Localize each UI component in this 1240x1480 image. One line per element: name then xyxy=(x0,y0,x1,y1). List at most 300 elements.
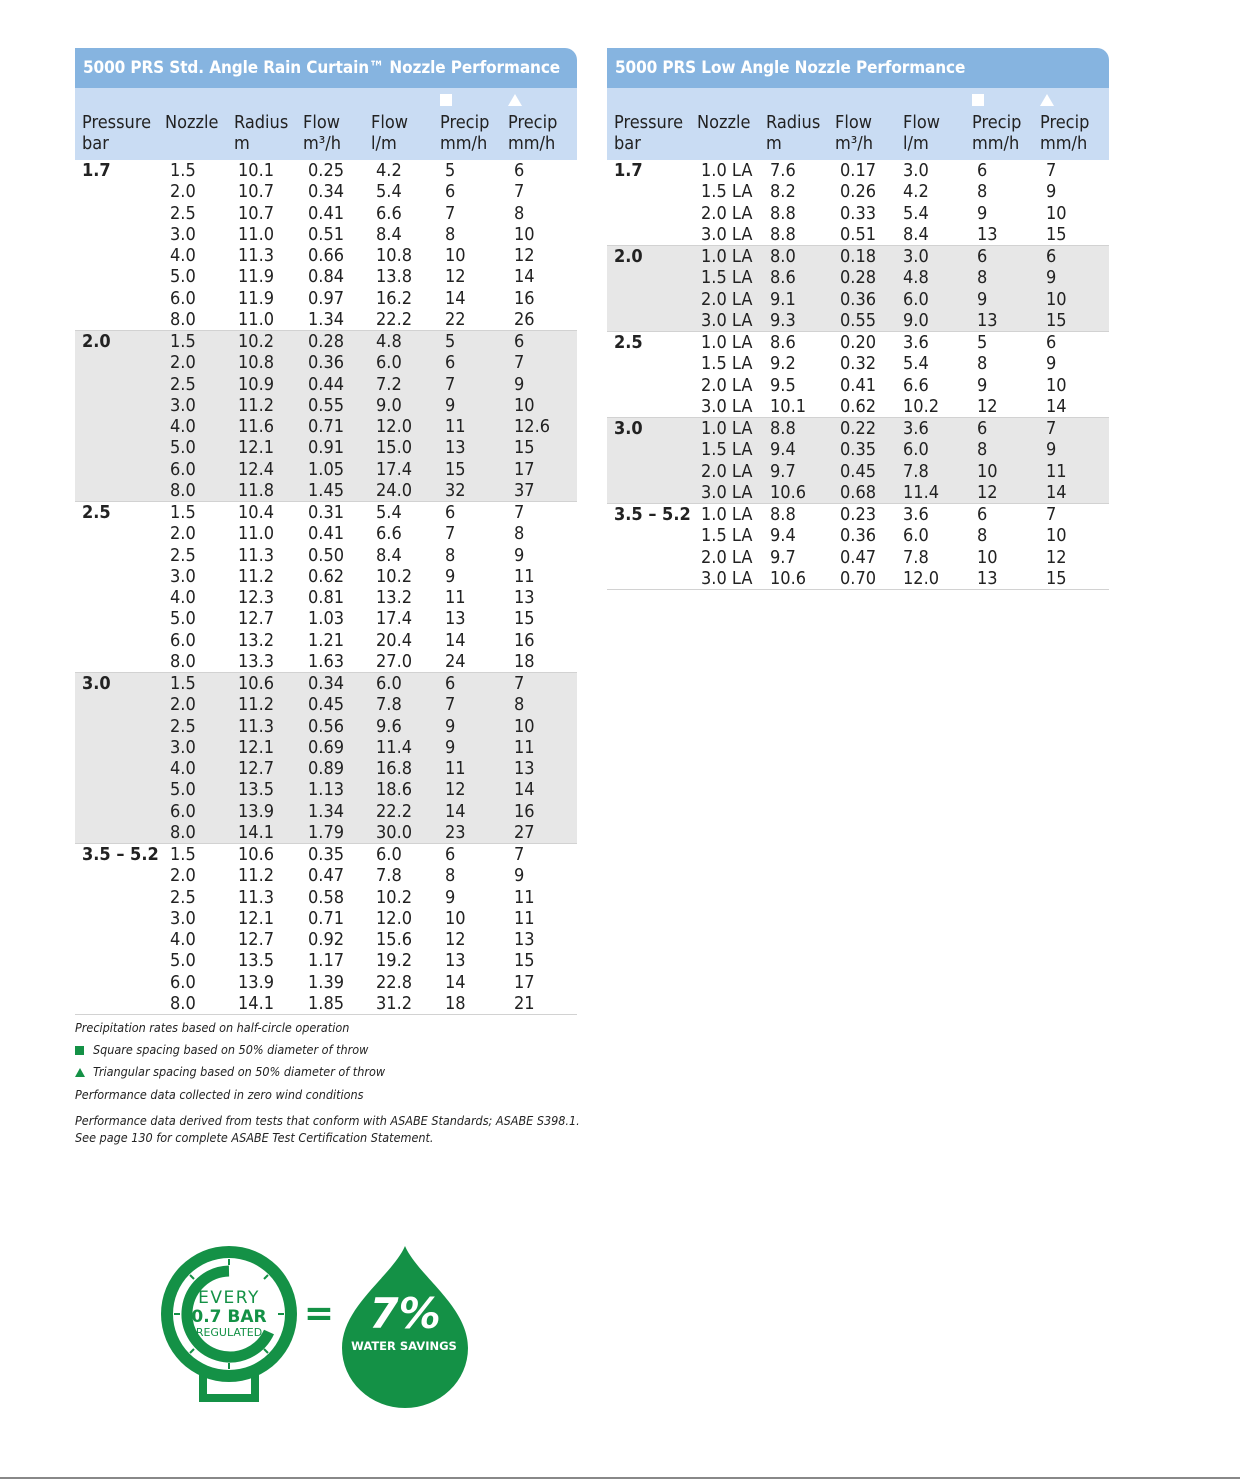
table-cell: 2.0 xyxy=(170,352,196,374)
table-row xyxy=(607,310,1109,331)
table-cell: 2.0 LA xyxy=(701,202,753,224)
column-header-label: Flow xyxy=(835,112,872,133)
column-header xyxy=(371,112,408,154)
table-cell: 14.1 xyxy=(238,992,275,1014)
table-cell: 1.39 xyxy=(308,971,345,993)
table-cell: 3.0 xyxy=(170,394,196,416)
table-cell: 17.4 xyxy=(376,608,413,630)
table-cell: 11.4 xyxy=(903,481,940,503)
table-cell: 11.2 xyxy=(238,394,275,416)
table-row xyxy=(607,267,1109,288)
table-cell: 24 xyxy=(445,650,466,672)
table-cell: 0.25 xyxy=(308,160,345,181)
note-square-text: Square spacing based on 50% diameter of throw xyxy=(93,1042,369,1057)
table-cell: 10 xyxy=(514,715,535,737)
table-cell: 2.0 LA xyxy=(701,546,753,568)
table-row xyxy=(75,352,577,373)
column-header xyxy=(614,112,683,154)
table-cell: 7 xyxy=(514,502,525,523)
table-cell: 0.69 xyxy=(308,736,345,758)
table-cell: 13 xyxy=(977,567,998,589)
table-cell: 11 xyxy=(1046,460,1067,482)
triangle-spacing-icon xyxy=(1040,94,1054,106)
table-cell: 1.5 LA xyxy=(701,181,753,203)
table-cell: 12.7 xyxy=(238,758,275,779)
table-cell: 16 xyxy=(514,800,535,822)
table-cell: 3.0 xyxy=(903,246,929,267)
table-cell: 12.6 xyxy=(514,416,551,437)
table-cell: 22.2 xyxy=(376,308,413,330)
square-spacing-icon xyxy=(75,1046,84,1055)
table-cell: 0.41 xyxy=(308,523,345,545)
table-cell: 12.7 xyxy=(238,929,275,950)
table-cell: 19.2 xyxy=(376,950,413,972)
column-header-label: Radius xyxy=(234,112,289,133)
column-header xyxy=(1040,112,1089,154)
table-cell: 12 xyxy=(977,481,998,503)
table-cell: 4.0 xyxy=(170,587,196,608)
table-row xyxy=(75,673,577,694)
table-cell: 0.35 xyxy=(840,439,877,461)
table-row xyxy=(75,694,577,715)
table-row xyxy=(75,545,577,566)
table-cell: 10 xyxy=(445,245,466,266)
table-cell: 10 xyxy=(445,907,466,929)
table-cell: 10.6 xyxy=(238,844,275,865)
table-cell: 21 xyxy=(514,992,535,1014)
table-cell: 9 xyxy=(445,715,456,737)
table-row xyxy=(607,418,1109,439)
table-cell: 8.8 xyxy=(770,202,796,224)
table-cell: 17 xyxy=(514,458,535,480)
table-cell: 10.2 xyxy=(376,886,413,908)
table-cell: 13 xyxy=(445,950,466,972)
square-spacing-icon xyxy=(972,94,984,106)
table-cell: 0.36 xyxy=(840,288,877,310)
column-header-label: Nozzle xyxy=(165,112,219,133)
table-cell: 0.91 xyxy=(308,437,345,459)
table-row xyxy=(75,865,577,886)
table-cell: 10 xyxy=(1046,525,1067,547)
column-header-unit: m³/h xyxy=(303,133,341,154)
table-cell: 5 xyxy=(445,160,456,181)
table-cell: 0.55 xyxy=(840,309,877,331)
table-cell: 11.3 xyxy=(238,245,275,266)
table-cell: 8.0 xyxy=(170,479,196,501)
column-header xyxy=(303,112,341,154)
table-cell: 13 xyxy=(445,437,466,459)
table-cell: 10.7 xyxy=(238,181,275,203)
table-cell: 1.5 LA xyxy=(701,439,753,461)
table-cell: 1.63 xyxy=(308,650,345,672)
table-cell: 13.9 xyxy=(238,971,275,993)
column-header xyxy=(82,112,151,154)
table-row xyxy=(75,288,577,309)
table-row xyxy=(607,203,1109,224)
table-cell: 1.79 xyxy=(308,821,345,843)
table-cell: 3.0 xyxy=(170,223,196,245)
table-cell: 8 xyxy=(977,181,988,203)
table-cell: 8.0 xyxy=(770,246,796,267)
table-cell: 6.6 xyxy=(376,523,402,545)
table-cell: 5.0 xyxy=(170,950,196,972)
table-cell: 11.9 xyxy=(238,287,275,309)
table-cell: 7.8 xyxy=(376,865,402,887)
table-cell: 6 xyxy=(514,331,525,352)
table-row xyxy=(75,416,577,437)
table-cell: 11 xyxy=(514,736,535,758)
table-cell: 27.0 xyxy=(376,650,413,672)
column-header xyxy=(972,112,1021,154)
table-cell: 7 xyxy=(445,694,456,716)
table-cell: 6.0 xyxy=(170,458,196,480)
table-row xyxy=(607,375,1109,396)
table-cell: 4.0 xyxy=(170,758,196,779)
table-cell: 0.51 xyxy=(840,223,877,245)
table-cell: 1.0 LA xyxy=(701,504,753,525)
table-cell: 13 xyxy=(514,587,535,608)
table-cell: 0.84 xyxy=(308,266,345,288)
table-cell: 7 xyxy=(1046,418,1057,439)
table-cell: 4.0 xyxy=(170,416,196,437)
table-cell: 11 xyxy=(445,416,466,437)
table-cell: 8.6 xyxy=(770,267,796,289)
table-cell: 10.2 xyxy=(238,331,275,352)
table-cell: 6.0 xyxy=(170,629,196,651)
table-cell: 11 xyxy=(445,587,466,608)
table-row xyxy=(75,950,577,971)
table-cell: 10.7 xyxy=(238,202,275,224)
table-row xyxy=(75,480,577,501)
pressure-cell: 3.0 xyxy=(82,673,111,694)
table-cell: 0.31 xyxy=(308,502,345,523)
column-header-label: Flow xyxy=(371,112,408,133)
table-cell: 11 xyxy=(514,886,535,908)
column-header-unit: bar xyxy=(82,133,109,154)
table-cell: 0.55 xyxy=(308,394,345,416)
table-cell: 9.3 xyxy=(770,309,796,331)
table-cell: 0.66 xyxy=(308,245,345,266)
table-cell: 6.0 xyxy=(170,287,196,309)
table-cell: 9 xyxy=(977,202,988,224)
table-cell: 13 xyxy=(514,929,535,950)
pressure-cell: 3.0 xyxy=(614,418,643,439)
table-cell: 11 xyxy=(445,758,466,779)
table-cell: 14 xyxy=(1046,481,1067,503)
table-cell: 0.34 xyxy=(308,673,345,694)
table-cell: 0.41 xyxy=(840,374,877,396)
column-header-label: Precip xyxy=(440,112,490,133)
table-cell: 13.5 xyxy=(238,779,275,801)
table-cell: 9 xyxy=(514,865,525,887)
table-cell: 5.0 xyxy=(170,266,196,288)
table-cell: 12.0 xyxy=(903,567,940,589)
table-cell: 7.6 xyxy=(770,160,796,181)
table-cell: 8.8 xyxy=(770,418,796,439)
table-cell: 27 xyxy=(514,821,535,843)
table-cell: 1.45 xyxy=(308,479,345,501)
table-cell: 11.4 xyxy=(376,736,413,758)
table-cell: 10 xyxy=(977,546,998,568)
table-row xyxy=(75,801,577,822)
table-cell: 12.0 xyxy=(376,907,413,929)
low-angle-table xyxy=(607,48,1109,590)
square-spacing-icon xyxy=(440,94,452,106)
table-cell: 14 xyxy=(445,971,466,993)
column-header xyxy=(440,112,489,154)
table-cell: 9 xyxy=(977,288,988,310)
column-header-label: Nozzle xyxy=(697,112,751,133)
table-cell: 3.0 LA xyxy=(701,481,753,503)
table-cell: 8.8 xyxy=(770,504,796,525)
table-cell: 14 xyxy=(1046,395,1067,417)
table-row xyxy=(75,993,577,1014)
table-row xyxy=(607,504,1109,525)
table-cell: 5.4 xyxy=(903,202,929,224)
table-row xyxy=(75,587,577,608)
table-row xyxy=(75,929,577,950)
table-cell: 10.8 xyxy=(238,352,275,374)
pressure-cell: 2.5 xyxy=(82,502,111,523)
table-cell: 15 xyxy=(445,458,466,480)
triangle-spacing-icon xyxy=(75,1068,85,1077)
table-cell: 9.4 xyxy=(770,525,796,547)
pressure-cell: 2.5 xyxy=(614,332,643,353)
table-cell: 30.0 xyxy=(376,821,413,843)
table-cell: 12.0 xyxy=(376,416,413,437)
table-cell: 15 xyxy=(1046,309,1067,331)
table-row xyxy=(75,224,577,245)
table-cell: 11 xyxy=(514,907,535,929)
badge-every: EVERY xyxy=(198,1288,260,1308)
table-cell: 6 xyxy=(445,181,456,203)
table-cell: 11.3 xyxy=(238,715,275,737)
table-cell: 6 xyxy=(977,160,988,181)
table-cell: 9 xyxy=(445,565,456,587)
table-cell: 6 xyxy=(977,246,988,267)
table-row xyxy=(75,887,577,908)
table-cell: 8 xyxy=(977,267,988,289)
column-header xyxy=(234,112,288,154)
table-row xyxy=(607,461,1109,482)
table-cell: 10.2 xyxy=(376,565,413,587)
table-cell: 0.36 xyxy=(840,525,877,547)
table-cell: 3.0 xyxy=(170,736,196,758)
table-cell: 11.0 xyxy=(238,223,275,245)
table-cell: 11 xyxy=(514,565,535,587)
table-cell: 8.0 xyxy=(170,308,196,330)
table-cell: 7.8 xyxy=(903,546,929,568)
table-cell: 8 xyxy=(514,523,525,545)
table-cell: 5.4 xyxy=(903,353,929,375)
table-cell: 14 xyxy=(514,779,535,801)
water-savings-badge xyxy=(150,1238,480,1408)
table-cell: 6.0 xyxy=(376,673,402,694)
table-cell: 13 xyxy=(977,309,998,331)
table-cell: 5.4 xyxy=(376,181,402,203)
table-cell: 2.5 xyxy=(170,544,196,566)
table-cell: 3.0 xyxy=(903,160,929,181)
table-cell: 22.8 xyxy=(376,971,413,993)
table-cell: 15 xyxy=(514,950,535,972)
table-row xyxy=(607,353,1109,374)
table-cell: 12.3 xyxy=(238,587,275,608)
column-header-unit: m xyxy=(766,133,782,154)
table-cell: 7 xyxy=(445,202,456,224)
table-cell: 10 xyxy=(514,223,535,245)
table-cell: 11.9 xyxy=(238,266,275,288)
table-row xyxy=(75,651,577,672)
table-cell: 7 xyxy=(514,673,525,694)
left-table-header xyxy=(75,88,577,160)
table-cell: 3.0 xyxy=(170,907,196,929)
table-cell: 2.0 LA xyxy=(701,288,753,310)
pressure-group xyxy=(607,504,1109,590)
table-cell: 8.6 xyxy=(770,332,796,353)
table-cell: 11.3 xyxy=(238,544,275,566)
table-cell: 24.0 xyxy=(376,479,413,501)
table-cell: 6 xyxy=(445,844,456,865)
table-cell: 13.3 xyxy=(238,650,275,672)
column-header-label: Precip xyxy=(1040,112,1090,133)
table-row xyxy=(75,331,577,352)
table-cell: 6.0 xyxy=(376,352,402,374)
table-cell: 12 xyxy=(445,929,466,950)
table-cell: 0.33 xyxy=(840,202,877,224)
table-cell: 6.6 xyxy=(376,202,402,224)
table-row xyxy=(75,608,577,629)
table-cell: 0.28 xyxy=(308,331,345,352)
table-row xyxy=(75,844,577,865)
table-cell: 8 xyxy=(977,353,988,375)
table-cell: 7.2 xyxy=(376,373,402,395)
column-header xyxy=(903,112,940,154)
pressure-group xyxy=(75,160,577,331)
table-cell: 0.44 xyxy=(308,373,345,395)
pressure-cell: 2.0 xyxy=(82,331,111,352)
column-header xyxy=(508,112,557,154)
table-cell: 8.4 xyxy=(903,223,929,245)
table-cell: 9.7 xyxy=(770,460,796,482)
table-cell: 4.0 xyxy=(170,245,196,266)
table-cell: 7 xyxy=(445,373,456,395)
table-cell: 6 xyxy=(1046,246,1057,267)
table-row xyxy=(75,374,577,395)
table-row xyxy=(75,779,577,800)
table-cell: 13.2 xyxy=(376,587,413,608)
table-cell: 7 xyxy=(1046,160,1057,181)
table-row xyxy=(75,245,577,266)
table-cell: 11.3 xyxy=(238,886,275,908)
note-asabe-1: Performance data derived from tests that conform with ASABE Standards; ASABE S398.1. xyxy=(75,1113,580,1128)
table-row xyxy=(607,439,1109,460)
gauge-icon xyxy=(161,1246,297,1398)
column-header-unit: bar xyxy=(614,133,641,154)
table-cell: 8.2 xyxy=(770,181,796,203)
table-cell: 1.21 xyxy=(308,629,345,651)
table-cell: 31.2 xyxy=(376,992,413,1014)
table-cell: 12.1 xyxy=(238,907,275,929)
table-cell: 5.0 xyxy=(170,437,196,459)
table-cell: 1.5 xyxy=(170,331,196,352)
table-cell: 10 xyxy=(977,460,998,482)
table-cell: 8.0 xyxy=(170,650,196,672)
note-triangle-text: Triangular spacing based on 50% diameter of throw xyxy=(93,1064,386,1079)
table-cell: 11.2 xyxy=(238,694,275,716)
column-header-unit: m³/h xyxy=(835,133,873,154)
table-cell: 4.8 xyxy=(376,331,402,352)
table-cell: 11.6 xyxy=(238,416,275,437)
table-cell: 2.0 LA xyxy=(701,374,753,396)
table-cell: 10.9 xyxy=(238,373,275,395)
water-drop-icon xyxy=(342,1246,468,1408)
table-cell: 6.0 xyxy=(903,439,929,461)
table-cell: 0.51 xyxy=(308,223,345,245)
table-cell: 7 xyxy=(514,844,525,865)
pressure-group xyxy=(75,673,577,844)
right-table-header xyxy=(607,88,1109,160)
column-header-unit: m xyxy=(234,133,250,154)
table-cell: 14 xyxy=(445,629,466,651)
table-cell: 13 xyxy=(977,223,998,245)
table-cell: 8.4 xyxy=(376,223,402,245)
badge-equals: = xyxy=(303,1293,335,1334)
table-cell: 12 xyxy=(445,779,466,801)
table-cell: 6 xyxy=(445,673,456,694)
table-cell: 9.7 xyxy=(770,546,796,568)
pressure-cell: 1.7 xyxy=(82,160,111,181)
table-cell: 0.22 xyxy=(840,418,877,439)
table-row xyxy=(607,525,1109,546)
table-cell: 10.6 xyxy=(770,567,807,589)
table-cell: 0.20 xyxy=(840,332,877,353)
table-cell: 11.8 xyxy=(238,479,275,501)
right-table-title: 5000 PRS Low Angle Nozzle Performance xyxy=(607,48,1109,88)
table-cell: 3.0 xyxy=(170,565,196,587)
table-cell: 20.4 xyxy=(376,629,413,651)
table-row xyxy=(607,396,1109,417)
table-cell: 22 xyxy=(445,308,466,330)
table-row xyxy=(75,758,577,779)
table-cell: 12.4 xyxy=(238,458,275,480)
table-cell: 1.5 xyxy=(170,502,196,523)
table-cell: 12 xyxy=(1046,546,1067,568)
table-cell: 9.4 xyxy=(770,439,796,461)
table-row xyxy=(607,160,1109,181)
table-row xyxy=(607,246,1109,267)
table-cell: 5 xyxy=(977,332,988,353)
table-row xyxy=(607,332,1109,353)
table-cell: 12 xyxy=(514,245,535,266)
pressure-group xyxy=(607,160,1109,246)
table-cell: 18.6 xyxy=(376,779,413,801)
table-cell: 0.28 xyxy=(840,267,877,289)
badge-percent: 7% xyxy=(369,1289,441,1338)
table-cell: 6.0 xyxy=(170,971,196,993)
badge-regulated: REGULATED xyxy=(195,1326,263,1339)
column-header xyxy=(165,112,218,133)
table-cell: 5.0 xyxy=(170,608,196,630)
table-cell: 3.0 LA xyxy=(701,567,753,589)
table-cell: 8.4 xyxy=(376,544,402,566)
table-cell: 2.0 xyxy=(170,181,196,203)
table-cell: 0.47 xyxy=(840,546,877,568)
table-cell: 10.6 xyxy=(238,673,275,694)
table-cell: 0.71 xyxy=(308,907,345,929)
table-cell: 6 xyxy=(1046,332,1057,353)
table-cell: 16.8 xyxy=(376,758,413,779)
table-cell: 1.0 LA xyxy=(701,246,753,267)
